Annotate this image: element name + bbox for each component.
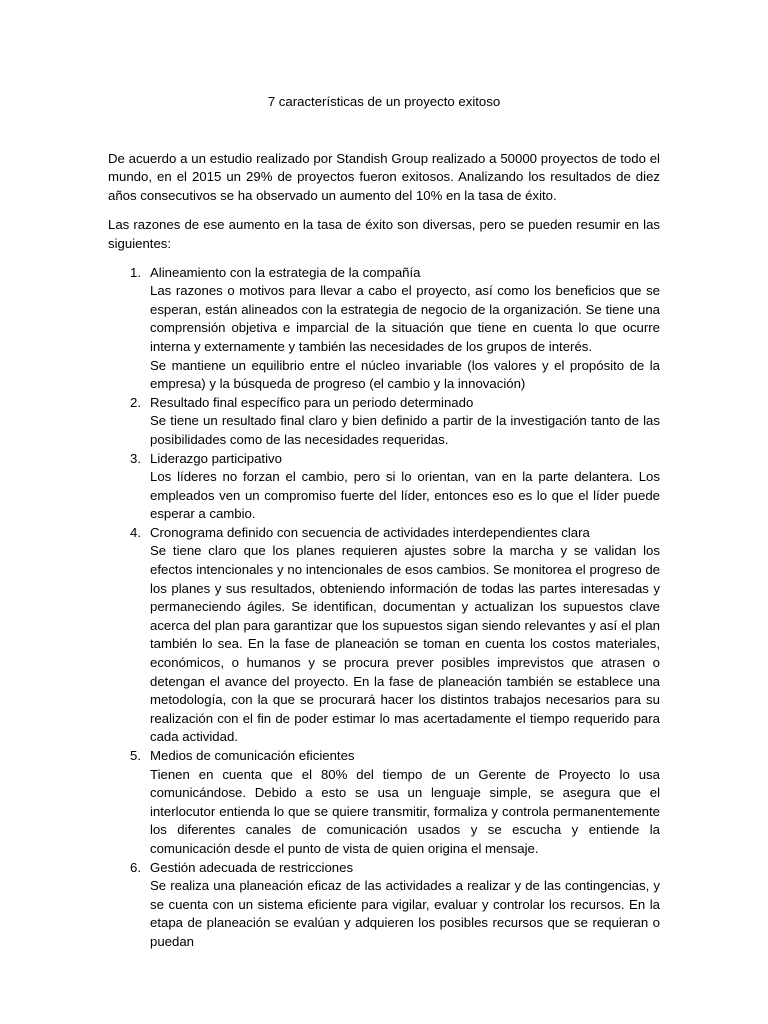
item-paragraph: Se tiene claro que los planes requieren ajustes sobre la marcha y se validan los efectos intencionales y no intencionales de esos cambios. Se monitorea el progreso de los planes y sus resultados, obteniendo información de todas las partes interesadas y permaneciendo ágiles. Se identifican, documentan y actualizan los supuestos clave acerca del plan para garantizar que los supuestos sigan siendo relevantes y así el plan también lo sea. En la fase de planeación se toman en cuenta los costos materiales, económicos, o humanos y se procura prever posibles imprevistos que atrasen o detengan el avance del proyecto. En la fase de planeación también se establece una metodología, con la que se procurará hacer los distintos trabajos necesarios para su realización con el fin de poder estimar lo mas acertadamente el tiempo requerido para cada actividad.: [150, 543, 660, 745]
intro-paragraph: De acuerdo a un estudio realizado por Standish Group realizado a 50000 proyectos de todo el mundo, en el 2015 un 29% de proyectos fueron exitosos. Analizando los resultados de diez años consecutivos se ha observado un aumento del 10% en la tasa de éxito.: [108, 150, 660, 203]
document-title: 7 características de un proyecto exitoso: [267, 94, 501, 109]
list-item: [108, 747, 660, 859]
item-number: 3.: [130, 450, 141, 466]
item-number: 1.: [130, 264, 141, 280]
item-title: Cronograma definido con secuencia de actividades interdependientes clara: [150, 524, 590, 540]
item-number: 6.: [130, 859, 141, 875]
item-title: Resultado final específico para un periodo determinado: [150, 394, 474, 410]
item-paragraph: Se tiene un resultado final claro y bien definido a partir de la investigación tanto de las posibilidades como de las necesidades requeridas.: [150, 413, 660, 447]
list-item: [108, 394, 660, 450]
item-paragraph: Tienen en cuenta que el 80% del tiempo de un Gerente de Proyecto lo usa comunicándose. Debido a esto se usa un lenguaje simple, se asegura que el interlocutor entienda lo que se quiere transmitir, formaliza y controla permanentemente los diferentes canales de comunicación usados y se escucha y entiende la comunicación desde el punto de vista de quien origina el mensaje.: [150, 766, 660, 856]
item-paragraph: Los líderes no forzan el cambio, pero si lo orientan, van en la parte delantera. Los empleados ven un compromiso fuerte del líder, entonces eso es lo que el líder puede esperar a cambio.: [150, 469, 660, 522]
characteristics-list: [108, 264, 660, 952]
item-paragraph: Se mantiene un equilibrio entre el núcleo invariable (los valores y el propósito de la empresa) y la búsqueda de progreso (el cambio y la innovación): [150, 357, 660, 392]
list-item: [108, 859, 660, 952]
item-number: 2.: [130, 394, 141, 410]
list-item: [108, 524, 660, 747]
item-title: Liderazgo participativo: [150, 450, 282, 466]
list-item: [108, 264, 660, 394]
item-title: Alineamiento con la estrategia de la compañía: [150, 264, 421, 280]
item-paragraph: Se realiza una planeación eficaz de las actividades a realizar y de las contingencias, y se cuenta con un sistema eficiente para vigilar, evaluar y controlar los recursos. En la etapa de planeación se evalúan y adquieren los posibles recursos que se requieran o puedan: [150, 878, 660, 949]
list-item: [108, 450, 660, 524]
item-number: 5.: [130, 748, 141, 763]
item-number: 4.: [130, 524, 141, 540]
item-title: Gestión adecuada de restricciones: [150, 859, 354, 875]
item-title: Medios de comunicación eficientes: [150, 748, 355, 763]
lead-paragraph: Las razones de ese aumento en la tasa de éxito son diversas, pero se pueden resumir en las siguientes:: [108, 217, 660, 251]
item-paragraph: Las razones o motivos para llevar a cabo el proyecto, así como los beneficios que se esperan, están alineados con la estrategia de negocio de la organización. Se tiene una comprensión objetiva e imparcial de la situación que tiene en cuenta lo que ocurre interna y externamente y también las necesidades de los grupos de interés.: [150, 283, 660, 354]
